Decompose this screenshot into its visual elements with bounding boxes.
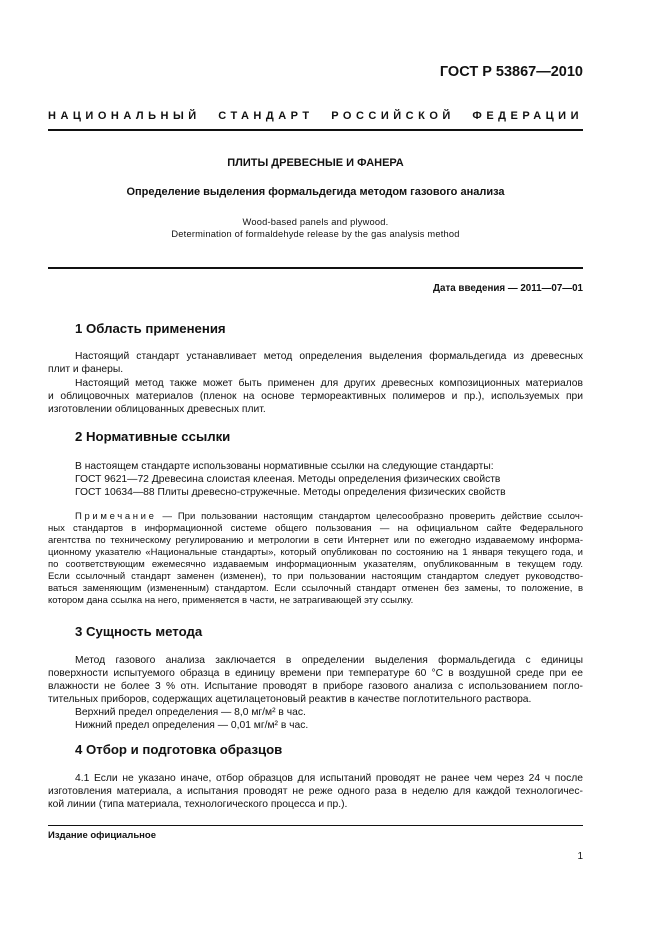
note-label: Примечание — [75, 511, 157, 522]
note-body — [48, 523, 583, 607]
text-line: кой линии (типа материала, технологического процесса и пр.). — [48, 798, 348, 810]
national-standard-banner: НАЦИОНАЛЬНЫЙ СТАНДАРТ РОССИЙСКОЙ ФЕДЕРАЦИИ — [48, 110, 583, 122]
reference-list — [48, 473, 583, 499]
text-line: Нижний предел определения — 0,01 мг/м² в час. — [75, 719, 309, 731]
note-first-line: — При пользовании настоящим стандартом целесообразно проверить действие ссылоч- — [162, 511, 583, 522]
document-number: ГОСТ Р 53867—2010 — [439, 64, 583, 80]
section-heading: 3 Сущность метода — [75, 624, 203, 639]
english-title — [48, 216, 583, 240]
paragraph — [48, 377, 583, 416]
text-line — [48, 511, 583, 523]
text-line: ваться заменяющим (измененным) стандартом. Если ссылочный стандарт отменен без замены, то положение, в — [48, 583, 583, 594]
document-title: ПЛИТЫ ДРЕВЕСНЫЕ И ФАНЕРА — [227, 157, 404, 169]
section-heading: 2 Нормативные ссылки — [75, 429, 231, 444]
paragraph — [48, 350, 583, 376]
paragraph — [48, 719, 583, 732]
text-line: плит и фанеры. — [48, 363, 124, 375]
text-line: В настоящем стандарте использованы нормативные ссылки на следующие стандарты: — [75, 460, 494, 472]
text-line: тительных приборов, содержащих ацетилацетоновый реактив в качестве поглотительного раствора. — [48, 693, 532, 705]
text-line: ционному указателю «Национальные стандарты», который опубликован по состоянию на 1 января текущего года, и — [48, 547, 583, 558]
text-line: изготовления материала, а испытания проводят не реже одного раза в неделю для каждой технологичес- — [48, 785, 583, 797]
horizontal-rule — [48, 825, 583, 826]
text-line: по соответствующим ежемесячно издаваемым информационным указателям, опубликованным в текущем году. — [48, 559, 583, 570]
text-line: Настоящий метод также может быть применен для других древесных композиционных материалов — [75, 377, 583, 389]
text-line: Настоящий стандарт устанавливает метод определения выделения формальдегида из древесных — [75, 350, 583, 362]
text-line: ГОСТ 10634—88 Плиты древесно-стружечные. Методы определения физических свойств — [75, 486, 506, 498]
text-line: ГОСТ 9621—72 Древесина слоистая клееная. Методы определения физических свойств — [75, 473, 501, 485]
section-heading: 4 Отбор и подготовка образцов — [75, 742, 283, 757]
text-line: и облицовочных материалов (пленок на основе термореактивных полимеров и пр.), используемых при — [48, 390, 583, 402]
edition-label: Издание официальное — [48, 830, 156, 841]
text-line: Верхний предел определения — 8,0 мг/м² в час. — [75, 706, 306, 718]
english-title-line: Wood-based panels and plywood. — [242, 217, 389, 227]
text-line: влажности не более 3 % отн. Испытание проводят в приборе газового анализа с использованием погло- — [48, 680, 583, 692]
note — [48, 511, 583, 607]
text-line: изготовлении облицованных древесных плит. — [48, 403, 266, 415]
effective-date: Дата введения — 2011—07—01 — [433, 283, 583, 294]
paragraph — [48, 706, 583, 719]
text-line: Метод газового анализа заключается в определении выделения формальдегида с единицы — [75, 654, 583, 666]
text-line: 4.1 Если не указано иначе, отбор образцов для испытаний проводят не ранее чем через 24 ч после — [75, 772, 583, 784]
section-heading: 1 Область применения — [75, 321, 226, 336]
paragraph — [48, 654, 583, 706]
paragraph — [48, 772, 583, 811]
page-number: 1 — [577, 851, 583, 862]
text-line: Если ссылочный стандарт заменен (изменен), то при пользовании настоящим стандартом следует руководство- — [48, 571, 583, 582]
horizontal-rule — [48, 267, 583, 269]
text-line: котором дана ссылка на него, применяется в части, не затрагивающей эту ссылку. — [48, 595, 414, 606]
document-subtitle: Определение выделения формальдегида методом газового анализа — [126, 186, 505, 198]
english-title-line: Determination of formaldehyde release by the gas analysis method — [171, 229, 460, 239]
paragraph — [48, 460, 583, 473]
text-line: поверхности испытуемого образца в единицу времени при температуре 60 °С в воздушной среде при ее — [48, 667, 583, 679]
text-line: агентства по техническому регулированию и метрологии в сети Интернет или по ежегодно издаваемому информа- — [48, 535, 583, 546]
text-line: ных стандартов в информационной системе общего пользования — на официальном сайте Федерального — [48, 523, 583, 534]
horizontal-rule — [48, 129, 583, 131]
